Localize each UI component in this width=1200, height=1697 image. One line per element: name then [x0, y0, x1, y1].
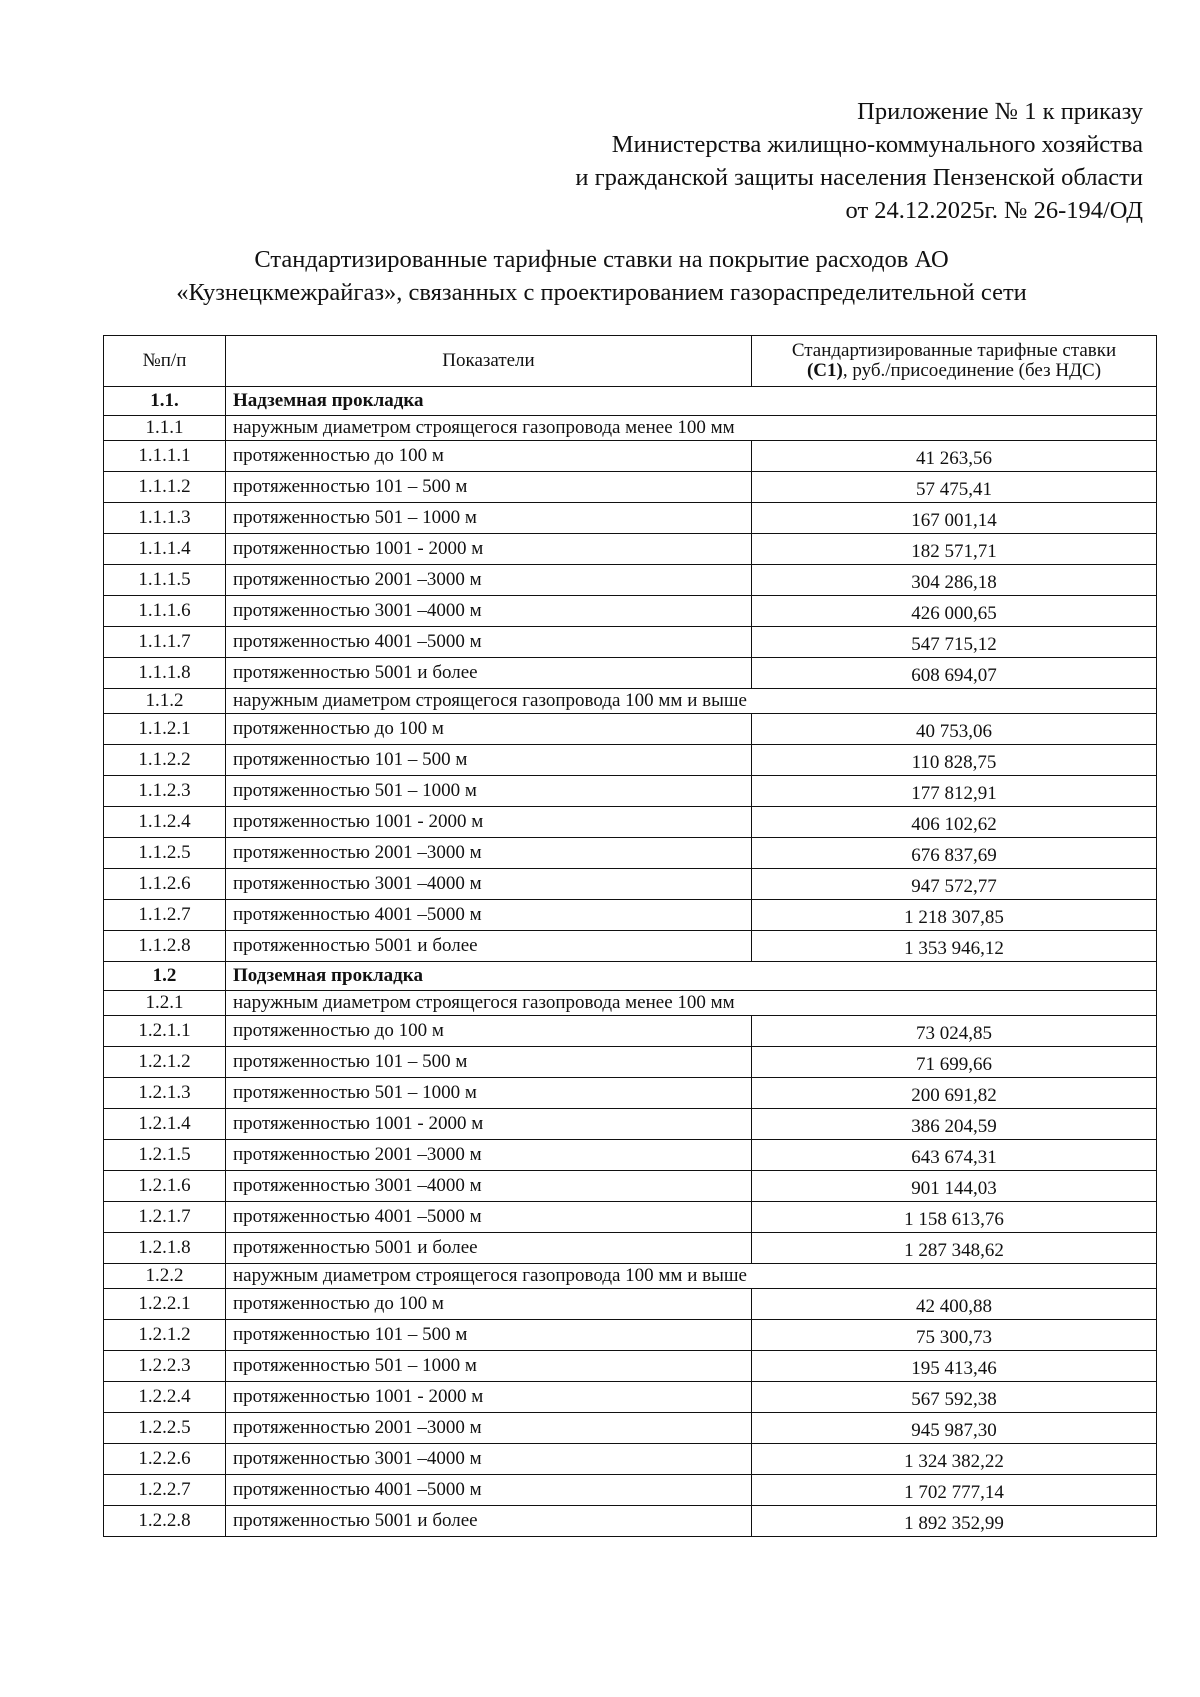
row-indicator-text: протяженностью 1001 - 2000 м [233, 1113, 484, 1134]
row-indicator [226, 1506, 752, 1537]
row-number-text: 1.1. [150, 390, 179, 411]
table-row [104, 869, 1157, 900]
row-number-text: 1.1.2.5 [138, 842, 191, 863]
row-tariff-value [752, 1506, 1157, 1537]
column-header-indicators: Показатели [226, 336, 752, 387]
row-tariff-value [752, 627, 1157, 658]
row-number [104, 1506, 226, 1537]
row-number-text: 1.2.1.6 [138, 1175, 191, 1196]
row-tariff-value-text: 386 204,59 [911, 1116, 997, 1137]
row-tariff-value [752, 1016, 1157, 1047]
row-number-text: 1.2.1.8 [138, 1237, 191, 1258]
row-tariff-value-text: 73 024,85 [916, 1023, 992, 1044]
row-tariff-value [752, 1109, 1157, 1140]
row-indicator-text: протяженностью 3001 –4000 м [233, 1448, 482, 1469]
table-row [104, 1202, 1157, 1233]
row-tariff-value [752, 596, 1157, 627]
row-indicator [226, 991, 1157, 1016]
row-tariff-value [752, 1413, 1157, 1444]
row-number-text: 1.1.2.3 [138, 780, 191, 801]
table-subsection-row [104, 689, 1157, 714]
row-number [104, 962, 226, 991]
row-tariff-value [752, 869, 1157, 900]
column-header-tariff-code: (С1) [806, 360, 843, 381]
row-indicator-text: протяженностью 101 – 500 м [233, 749, 468, 770]
row-indicator [226, 472, 752, 503]
row-number-text: 1.1.1.6 [138, 600, 191, 621]
row-number-text: 1.2.1.2 [138, 1324, 191, 1345]
row-number [104, 1475, 226, 1506]
row-indicator-text: наружным диаметром строящегося газопровода менее 100 мм [233, 417, 735, 438]
table-row [104, 658, 1157, 689]
table-section-row [104, 387, 1157, 416]
row-number-text: 1.1.1.1 [138, 445, 191, 466]
table-row [104, 441, 1157, 472]
row-number-text: 1.2.2.5 [138, 1417, 191, 1438]
table-row [104, 1382, 1157, 1413]
row-tariff-value-text: 71 699,66 [916, 1054, 992, 1075]
row-indicator [226, 1202, 752, 1233]
row-tariff-value [752, 931, 1157, 962]
table-row [104, 1506, 1157, 1537]
table-row [104, 1078, 1157, 1109]
row-number-text: 1.2.1.3 [138, 1082, 191, 1103]
row-indicator-text: протяженностью 1001 - 2000 м [233, 538, 484, 559]
row-tariff-value-text: 426 000,65 [911, 603, 997, 624]
row-indicator [226, 596, 752, 627]
row-tariff-value [752, 1351, 1157, 1382]
row-number [104, 807, 226, 838]
row-indicator-text: протяженностью 501 – 1000 м [233, 507, 477, 528]
row-tariff-value-text: 1 892 352,99 [904, 1513, 1004, 1534]
row-number-text: 1.2.2.6 [138, 1448, 191, 1469]
row-number [104, 1109, 226, 1140]
row-tariff-value [752, 503, 1157, 534]
row-number-text: 1.2.1.1 [138, 1020, 191, 1041]
row-number [104, 596, 226, 627]
table-row [104, 1351, 1157, 1382]
row-number [104, 1016, 226, 1047]
row-number-text: 1.1.2.2 [138, 749, 191, 770]
row-indicator-text: протяженностью 1001 - 2000 м [233, 1386, 484, 1407]
row-indicator [226, 776, 752, 807]
table-row [104, 534, 1157, 565]
row-number [104, 441, 226, 472]
row-indicator [226, 1171, 752, 1202]
row-tariff-value [752, 745, 1157, 776]
row-number-text: 1.2.2 [145, 1265, 184, 1286]
header-line: и гражданской защиты населения Пензенской области [575, 164, 1143, 191]
row-indicator-text: протяженностью 2001 –3000 м [233, 569, 482, 590]
row-number-text: 1.2.1.4 [138, 1113, 191, 1134]
row-tariff-value-text: 643 674,31 [911, 1147, 997, 1168]
row-number [104, 776, 226, 807]
row-number [104, 1382, 226, 1413]
row-indicator-text: протяженностью 5001 и более [233, 935, 478, 956]
row-tariff-value [752, 1171, 1157, 1202]
row-indicator-text: протяженностью 101 – 500 м [233, 476, 468, 497]
table-row [104, 1233, 1157, 1264]
row-indicator-text: протяженностью до 100 м [233, 1020, 444, 1041]
row-number [104, 869, 226, 900]
row-indicator-text: протяженностью 501 – 1000 м [233, 1355, 477, 1376]
row-number-text: 1.2 [152, 965, 177, 986]
row-tariff-value [752, 658, 1157, 689]
row-tariff-value-text: 1 287 348,62 [904, 1240, 1004, 1261]
row-number-text: 1.2.1 [145, 992, 184, 1013]
table-subsection-row [104, 416, 1157, 441]
row-indicator-text: протяженностью 2001 –3000 м [233, 1417, 482, 1438]
row-number [104, 1233, 226, 1264]
row-number [104, 658, 226, 689]
row-number-text: 1.1.2.6 [138, 873, 191, 894]
table-row [104, 838, 1157, 869]
row-number-text: 1.1.2.8 [138, 935, 191, 956]
row-number [104, 1140, 226, 1171]
row-tariff-value [752, 1320, 1157, 1351]
row-tariff-value-text: 75 300,73 [916, 1327, 992, 1348]
row-indicator [226, 714, 752, 745]
row-tariff-value-text: 182 571,71 [911, 541, 997, 562]
table-row [104, 1109, 1157, 1140]
table-row [104, 503, 1157, 534]
row-number [104, 387, 226, 416]
row-tariff-value-text: 1 353 946,12 [904, 938, 1004, 959]
row-tariff-value [752, 1078, 1157, 1109]
row-tariff-value-text: 567 592,38 [911, 1389, 997, 1410]
row-number-text: 1.2.2.8 [138, 1510, 191, 1531]
row-number-text: 1.2.2.4 [138, 1386, 191, 1407]
tariff-table [103, 335, 1157, 1537]
row-indicator-text: протяженностью 2001 –3000 м [233, 1144, 482, 1165]
row-indicator [226, 387, 1157, 416]
row-tariff-value-text: 608 694,07 [911, 665, 997, 686]
table-row [104, 776, 1157, 807]
table-row [104, 1171, 1157, 1202]
row-number-text: 1.2.2.3 [138, 1355, 191, 1376]
row-indicator-text: протяженностью 501 – 1000 м [233, 780, 477, 801]
row-tariff-value-text: 406 102,62 [911, 814, 997, 835]
row-tariff-value [752, 1444, 1157, 1475]
row-indicator-text: протяженностью 1001 - 2000 м [233, 811, 484, 832]
row-indicator [226, 1351, 752, 1382]
row-number [104, 534, 226, 565]
row-number-text: 1.1.1.4 [138, 538, 191, 559]
row-number [104, 745, 226, 776]
row-number-text: 1.1.2.4 [138, 811, 191, 832]
row-number-text: 1.2.2.7 [138, 1479, 191, 1500]
row-indicator-text: протяженностью 101 – 500 м [233, 1324, 468, 1345]
row-tariff-value-text: 40 753,06 [916, 721, 992, 742]
row-tariff-value [752, 1140, 1157, 1171]
row-indicator-text: Подземная прокладка [233, 965, 423, 986]
row-tariff-value-text: 110 828,75 [911, 752, 997, 773]
row-indicator-text: наружным диаметром строящегося газопровода менее 100 мм [233, 992, 735, 1013]
row-number [104, 1444, 226, 1475]
row-indicator [226, 745, 752, 776]
row-indicator [226, 900, 752, 931]
row-indicator-text: протяженностью 5001 и более [233, 662, 478, 683]
row-number [104, 838, 226, 869]
row-number-text: 1.2.1.7 [138, 1206, 191, 1227]
column-header-tariff-rate [752, 336, 1157, 387]
row-number [104, 416, 226, 441]
row-indicator-text: протяженностью 4001 –5000 м [233, 631, 482, 652]
row-indicator [226, 1047, 752, 1078]
row-number [104, 689, 226, 714]
row-number [104, 503, 226, 534]
table-row [104, 745, 1157, 776]
table-row [104, 900, 1157, 931]
table-row [104, 1475, 1157, 1506]
table-header-row [104, 336, 1157, 387]
row-indicator [226, 658, 752, 689]
row-tariff-value-text: 304 286,18 [911, 572, 997, 593]
table-row [104, 565, 1157, 596]
row-tariff-value [752, 776, 1157, 807]
row-tariff-value-text: 177 812,91 [911, 783, 997, 804]
row-indicator-text: протяженностью до 100 м [233, 445, 444, 466]
row-tariff-value-text: 1 702 777,14 [904, 1482, 1004, 1503]
table-row [104, 1413, 1157, 1444]
row-number [104, 931, 226, 962]
table-row [104, 931, 1157, 962]
order-reference-header [575, 95, 1143, 227]
row-number [104, 627, 226, 658]
row-indicator [226, 1233, 752, 1264]
row-tariff-value-text: 167 001,14 [911, 510, 997, 531]
row-tariff-value-text: 901 144,03 [911, 1178, 997, 1199]
row-indicator [226, 627, 752, 658]
row-indicator-text: Надземная прокладка [233, 390, 424, 411]
row-indicator-text: протяженностью 3001 –4000 м [233, 873, 482, 894]
row-indicator-text: протяженностью 3001 –4000 м [233, 600, 482, 621]
row-tariff-value-text: 42 400,88 [916, 1296, 992, 1317]
row-number [104, 900, 226, 931]
row-tariff-value [752, 441, 1157, 472]
row-indicator-text: протяженностью 5001 и более [233, 1510, 478, 1531]
row-indicator [226, 962, 1157, 991]
table-subsection-row [104, 991, 1157, 1016]
table-row [104, 1140, 1157, 1171]
row-indicator-text: протяженностью до 100 м [233, 1293, 444, 1314]
row-tariff-value [752, 534, 1157, 565]
row-tariff-value [752, 472, 1157, 503]
row-indicator [226, 1016, 752, 1047]
row-number-text: 1.1.1.3 [138, 507, 191, 528]
table-subsection-row [104, 1264, 1157, 1289]
row-number-text: 1.2.1.5 [138, 1144, 191, 1165]
header-line: от 24.12.2025г. № 26-194/ОД [845, 197, 1143, 224]
row-indicator-text: протяженностью 4001 –5000 м [233, 1479, 482, 1500]
row-tariff-value [752, 1289, 1157, 1320]
row-indicator-text: протяженностью 4001 –5000 м [233, 1206, 482, 1227]
row-number [104, 1047, 226, 1078]
row-tariff-value [752, 1202, 1157, 1233]
row-indicator-text: протяженностью 5001 и более [233, 1237, 478, 1258]
row-number-text: 1.2.1.2 [138, 1051, 191, 1072]
row-indicator [226, 931, 752, 962]
row-indicator [226, 503, 752, 534]
row-tariff-value [752, 807, 1157, 838]
row-indicator [226, 534, 752, 565]
column-header-tariff-line1: Стандартизированные тарифные ставки [791, 340, 1117, 361]
row-indicator [226, 1289, 752, 1320]
table-row [104, 1320, 1157, 1351]
row-tariff-value [752, 900, 1157, 931]
row-indicator [226, 1264, 1157, 1289]
row-tariff-value-text: 41 263,56 [916, 448, 992, 469]
row-number [104, 1289, 226, 1320]
row-indicator [226, 1140, 752, 1171]
row-indicator-text: протяженностью 3001 –4000 м [233, 1175, 482, 1196]
table-row [104, 807, 1157, 838]
row-number [104, 1351, 226, 1382]
row-tariff-value [752, 1047, 1157, 1078]
row-indicator [226, 416, 1157, 441]
table-row [104, 1016, 1157, 1047]
row-tariff-value [752, 838, 1157, 869]
row-tariff-value-text: 195 413,46 [911, 1358, 997, 1379]
row-tariff-value [752, 1475, 1157, 1506]
row-number [104, 1264, 226, 1289]
table-row [104, 1047, 1157, 1078]
table-row [104, 596, 1157, 627]
row-indicator-text: протяженностью 101 – 500 м [233, 1051, 468, 1072]
row-number [104, 1413, 226, 1444]
row-tariff-value-text: 1 324 382,22 [904, 1451, 1004, 1472]
row-tariff-value-text: 57 475,41 [916, 479, 992, 500]
row-indicator-text: протяженностью 2001 –3000 м [233, 842, 482, 863]
row-number-text: 1.1.2.1 [138, 718, 191, 739]
row-indicator [226, 1320, 752, 1351]
row-tariff-value [752, 1382, 1157, 1413]
row-number-text: 1.2.2.1 [138, 1293, 191, 1314]
row-indicator [226, 838, 752, 869]
row-indicator [226, 565, 752, 596]
table-row [104, 714, 1157, 745]
row-number [104, 1171, 226, 1202]
row-number-text: 1.1.2.7 [138, 904, 191, 925]
column-header-tariff-unit: , руб./присоединение (без НДС) [842, 360, 1102, 381]
row-number [104, 1320, 226, 1351]
table-row [104, 1289, 1157, 1320]
row-tariff-value-text: 1 218 307,85 [904, 907, 1004, 928]
row-indicator [226, 1109, 752, 1140]
row-tariff-value-text: 547 715,12 [911, 634, 997, 655]
row-tariff-value [752, 565, 1157, 596]
table-row [104, 472, 1157, 503]
row-indicator [226, 689, 1157, 714]
column-header-number: №п/п [104, 336, 226, 387]
row-number-text: 1.1.2 [145, 690, 184, 711]
row-number-text: 1.1.1 [145, 417, 184, 438]
header-line: Министерства жилищно-коммунального хозяйства [611, 131, 1143, 158]
table-row [104, 627, 1157, 658]
row-number [104, 714, 226, 745]
row-number-text: 1.1.1.7 [138, 631, 191, 652]
row-number [104, 1078, 226, 1109]
row-number-text: 1.1.1.5 [138, 569, 191, 590]
row-tariff-value [752, 1233, 1157, 1264]
row-tariff-value-text: 947 572,77 [911, 876, 997, 897]
title-line: «Кузнецкмежрайгаз», связанных с проектированием газораспределительной сети [176, 279, 1027, 306]
row-indicator-text: протяженностью до 100 м [233, 718, 444, 739]
row-indicator [226, 1382, 752, 1413]
table-body [104, 387, 1157, 1537]
row-indicator-text: протяженностью 4001 –5000 м [233, 904, 482, 925]
title-line: Стандартизированные тарифные ставки на покрытие расходов АО [254, 246, 949, 273]
row-number [104, 1202, 226, 1233]
row-tariff-value [752, 714, 1157, 745]
row-number [104, 991, 226, 1016]
row-tariff-value-text: 945 987,30 [911, 1420, 997, 1441]
row-tariff-value-text: 1 158 613,76 [904, 1209, 1004, 1230]
row-indicator-text: протяженностью 501 – 1000 м [233, 1082, 477, 1103]
document-title [60, 243, 1143, 309]
row-tariff-value-text: 200 691,82 [911, 1085, 997, 1106]
row-indicator-text: наружным диаметром строящегося газопровода 100 мм и выше [233, 690, 747, 711]
row-indicator [226, 1444, 752, 1475]
row-number-text: 1.1.1.2 [138, 476, 191, 497]
row-number [104, 565, 226, 596]
table-row [104, 1444, 1157, 1475]
row-tariff-value-text: 676 837,69 [911, 845, 997, 866]
row-indicator [226, 441, 752, 472]
row-indicator [226, 1413, 752, 1444]
row-indicator [226, 807, 752, 838]
row-number-text: 1.1.1.8 [138, 662, 191, 683]
row-indicator [226, 1475, 752, 1506]
row-number [104, 472, 226, 503]
row-indicator [226, 1078, 752, 1109]
row-indicator [226, 869, 752, 900]
row-indicator-text: наружным диаметром строящегося газопровода 100 мм и выше [233, 1265, 747, 1286]
header-line: Приложение № 1 к приказу [857, 98, 1143, 125]
table-section-row [104, 962, 1157, 991]
